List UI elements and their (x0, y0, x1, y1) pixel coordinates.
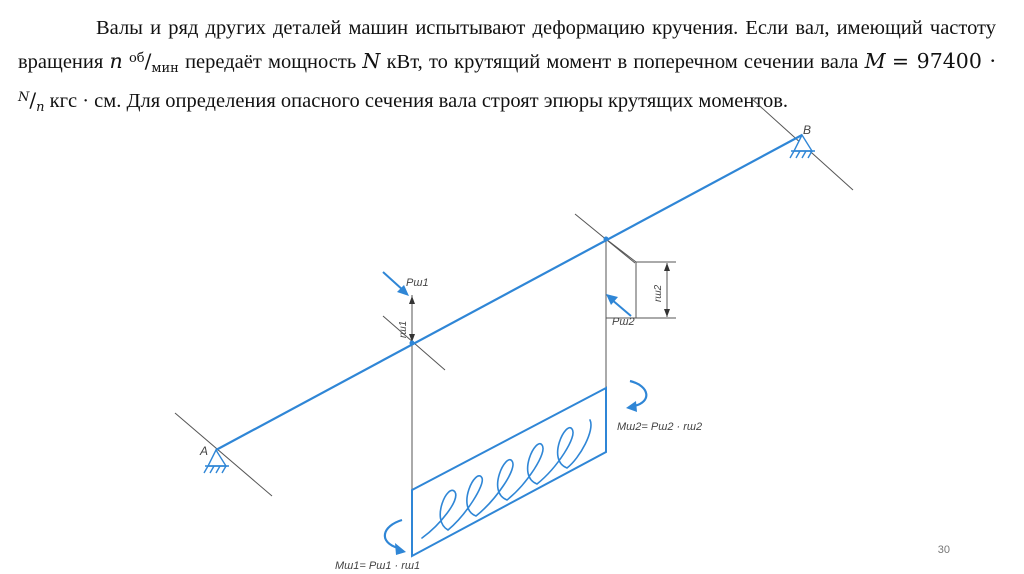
load-point-1 (410, 341, 415, 346)
text-line-2a: имеющий частоту вращения (18, 17, 996, 73)
text-line-2b: передаёт мощность (185, 50, 357, 73)
force-arrow-2 (606, 294, 631, 316)
moment-1-label: Mш1= Pш1 · rш1 (335, 560, 421, 572)
var-n: n (109, 48, 123, 73)
text-line-2c: кВт, то крутящий момент в (386, 50, 628, 73)
page-number: 30 (937, 544, 950, 556)
support-a-label: A (200, 444, 209, 458)
var-M: M (864, 48, 886, 73)
radius-2-label: rш2 (653, 284, 664, 302)
text-line-3a: поперечном сечении вала (633, 50, 859, 73)
unit-min: мин (151, 60, 179, 76)
formula-constant: = 97400 · (891, 48, 997, 73)
radius-2-top-line (606, 239, 636, 262)
moment-2-label: Mш2= Pш2 · rш2 (617, 421, 703, 433)
force-1-label: Pш1 (406, 277, 429, 289)
epure-hatch-spiral (422, 420, 591, 538)
shaft-line (216, 135, 802, 450)
radius-1-label: rш1 (398, 320, 409, 338)
text-line-3b: кгс · см. Для определения опасного сечения (49, 90, 434, 112)
fraction-numerator: N (18, 90, 30, 105)
torque-epure (412, 388, 606, 556)
paragraph: Валы и ряд других деталей машин испытывают деформацию кручения. Если вал, имеющий частоту вращения n $^{об}/_{мин}$ передаёт мощность N кВт, то крутящий момент в поперечном сечении вала $M = 97400 \cdot ^N/_n$ кгс · см. Для определения опасного сечения вала строят эпюры крутящих моментов. (18, 17, 997, 115)
unit-slash: / (144, 48, 152, 73)
support-b-label: B (803, 123, 812, 137)
text-line-4: вала строят эпюры крутящих моментов. (438, 90, 789, 112)
moment-arrow-2 (626, 381, 646, 412)
epure-outline (412, 388, 606, 556)
unit-ob: об (128, 50, 145, 66)
dimension-arrowheads (409, 263, 670, 342)
fraction-denominator: n (36, 100, 45, 115)
var-N: N (362, 48, 381, 73)
text-line-1: Валы и ряд других деталей машин испытывают деформацию кручения. Если вал, (96, 17, 830, 39)
moment-arrow-1 (385, 520, 406, 555)
force-2-label: Pш2 (612, 316, 635, 328)
support-a-axis-line (175, 413, 272, 496)
load-point-2 (604, 237, 609, 242)
